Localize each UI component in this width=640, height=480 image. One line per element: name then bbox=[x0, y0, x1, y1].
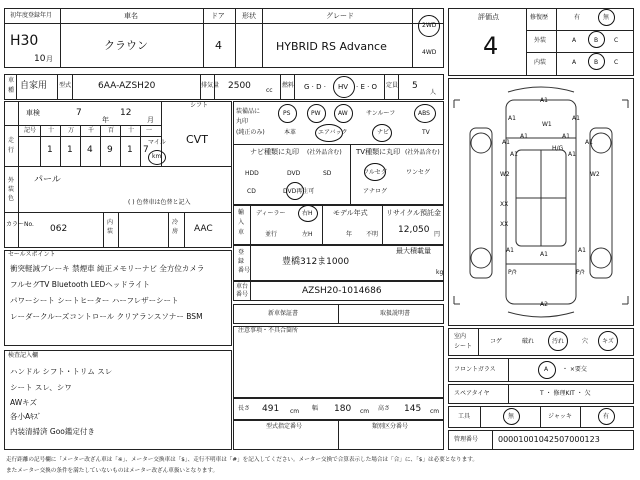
spare-tire-value: T ・ 修理KIT ・ 欠 bbox=[540, 390, 591, 397]
score-label: 評価点 bbox=[478, 13, 499, 21]
use-value: 自家用 bbox=[20, 81, 48, 91]
diagram-mark-pk-2: P/ｷ bbox=[576, 269, 585, 276]
model-label: 車名 bbox=[124, 12, 138, 20]
diagram-mark-xx-1: XX bbox=[500, 201, 509, 208]
tv-analog: アナログ bbox=[363, 188, 388, 195]
displacement-value: 2500 bbox=[228, 81, 251, 91]
equipment-sunroof: サンルーフ bbox=[366, 110, 396, 117]
width-label: 幅 bbox=[312, 405, 319, 412]
mileage-header-4: 百 bbox=[108, 127, 115, 134]
equipment-aw: AW bbox=[338, 110, 348, 117]
mileage-header-5: 十 bbox=[128, 127, 135, 134]
mileage-header-0: 記号 bbox=[24, 127, 37, 134]
management-label: 管理番号 bbox=[454, 436, 479, 443]
exterior-c: C bbox=[614, 37, 619, 44]
first-reg-label: 初年度登録年月 bbox=[10, 12, 53, 19]
mileage-digit-5: 1 bbox=[127, 145, 133, 155]
color-label-3: 色 bbox=[8, 195, 15, 202]
selling-point-3: パワーシート シートヒーター ハーフレザーシート bbox=[10, 296, 179, 305]
front-glass-a: A bbox=[544, 366, 549, 373]
fuel-rest: · E · O bbox=[356, 83, 378, 91]
mileage-label: 走 bbox=[8, 137, 15, 144]
interior-label: 内装 bbox=[534, 59, 547, 66]
inspection-month: 12 bbox=[120, 108, 132, 118]
diagram-mark-a1-rear-l: A1 bbox=[506, 247, 514, 254]
length-unit: cm bbox=[290, 408, 300, 415]
first-reg-month: 10 bbox=[34, 54, 46, 64]
car-diagram bbox=[448, 78, 634, 326]
height-value: 145 bbox=[404, 404, 422, 414]
tv-title: TV種類に丸印 bbox=[356, 148, 401, 156]
jack-value: 有 bbox=[603, 413, 610, 420]
inspector-line-5: 内装清掃済 Goo鑑定付き bbox=[10, 427, 95, 436]
diagram-mark-xx-2: XX bbox=[500, 221, 509, 228]
interior-b: B bbox=[594, 59, 599, 66]
color-label: 外 bbox=[8, 177, 15, 184]
first-reg-year: H30 bbox=[10, 33, 39, 49]
repair-no: 無 bbox=[603, 14, 610, 21]
shape-label: 形状 bbox=[242, 12, 256, 20]
car-left-side bbox=[470, 128, 492, 278]
management-value: 00001001042507000123 bbox=[498, 435, 600, 444]
diagram-mark-7: A1 bbox=[562, 133, 570, 140]
color-note: ( ) 色替車は色替と記入 bbox=[128, 199, 191, 206]
capacity-label: 定員 bbox=[386, 82, 399, 89]
interior-color-label-2: 装 bbox=[107, 228, 114, 235]
diagram-mark-a1-rear: A1 bbox=[540, 251, 548, 258]
plate-label-2: 録 bbox=[238, 258, 245, 265]
diagram-mark-10: A1 bbox=[568, 151, 576, 158]
shift-value: CVT bbox=[186, 133, 208, 146]
inspector-line-2: シート スレ、シワ bbox=[10, 383, 72, 392]
recycle-unit: 円 bbox=[434, 231, 441, 238]
length-value: 491 bbox=[262, 404, 280, 414]
model-year-unknown: 不明 bbox=[366, 231, 379, 238]
cooler-label: 冷 bbox=[172, 219, 179, 226]
front-glass-value: ・ ×要交 bbox=[562, 366, 587, 373]
diagram-mark-pk-1: P/ｷ bbox=[508, 269, 517, 276]
doors-value: 4 bbox=[215, 39, 222, 52]
score-value: 4 bbox=[483, 32, 499, 60]
equipment-label: 装備品に bbox=[236, 108, 261, 115]
inspection-year-unit: 年 bbox=[102, 116, 109, 124]
mileage-header-6: 一 bbox=[146, 127, 153, 134]
import-label-3: 車 bbox=[238, 229, 245, 236]
front-glass-label: フロントガラス bbox=[454, 366, 496, 373]
equipment-tv: TV bbox=[422, 129, 430, 136]
exterior-a: A bbox=[572, 37, 577, 44]
mileage-digit-1: 1 bbox=[47, 145, 53, 155]
mileage-unit-km: km bbox=[152, 153, 162, 160]
selling-point-4: レーダークルーズコントロール クリアランスソナー BSM bbox=[10, 312, 203, 321]
tv-oneseg: ワンセグ bbox=[406, 169, 431, 176]
seat-item-5: キズ bbox=[602, 338, 614, 345]
navi-sd: SD bbox=[323, 170, 332, 177]
plate-label: 登 bbox=[238, 249, 245, 256]
rear-bumper bbox=[508, 312, 574, 317]
diagram-mark-w2-right: W2 bbox=[590, 171, 600, 178]
grade-value: HYBRID RS Advance bbox=[276, 40, 387, 53]
navi-title: ナビ種類に丸印 bbox=[250, 148, 299, 156]
diagram-mark-w2-left: W2 bbox=[500, 171, 510, 178]
drive-4wd: 4WD bbox=[422, 49, 437, 56]
diagram-mark-a1-rear-r: A1 bbox=[578, 247, 586, 254]
plate-label-3: 番号 bbox=[238, 267, 251, 274]
diagram-mark-1: A1 bbox=[540, 97, 548, 104]
wheel-rr bbox=[591, 248, 611, 268]
capacity-unit: 人 bbox=[430, 89, 437, 96]
seat-item-1: コゲ bbox=[490, 338, 503, 345]
displacement-label: 排気量 bbox=[201, 82, 220, 89]
import-right-hand: 右H bbox=[302, 210, 313, 217]
length-label: 長さ bbox=[238, 405, 251, 412]
color-no-value: 062 bbox=[50, 224, 68, 234]
first-reg-month-unit: 月 bbox=[46, 55, 53, 63]
type-label: 型式 bbox=[59, 82, 72, 89]
inspection-year: 7 bbox=[76, 108, 82, 118]
diagram-mark-a2: A2 bbox=[540, 301, 548, 308]
import-label: 輸 bbox=[238, 209, 245, 216]
mileage-digit-4: 9 bbox=[107, 145, 113, 155]
mileage-header-1: 十 bbox=[48, 127, 55, 134]
seat-item-3: 汚れ bbox=[552, 338, 565, 345]
chassis-label: 車台 bbox=[236, 283, 249, 290]
manual-label: 取扱説明書 bbox=[380, 310, 411, 317]
import-parallel: 並行 bbox=[265, 231, 278, 238]
model-year-year: 年 bbox=[346, 231, 353, 238]
diagram-mark-9: A1 bbox=[510, 151, 518, 158]
footer-line-1: 走行距離の記号欄に「メーター改ざん車は「※」、メーター交換車は「$」、走行不明車は「#」を記入してください。メーター交換で合算表示した場合は「合」に、「$」は必要となります。 bbox=[6, 457, 478, 463]
color-value: パール bbox=[34, 175, 61, 185]
interior-seat-label-2: シート bbox=[454, 343, 473, 350]
capacity-value: 5 bbox=[412, 81, 418, 91]
seat-item-4: 穴 bbox=[582, 338, 589, 345]
equipment-leather: 本革 bbox=[284, 129, 297, 136]
displacement-unit: cc bbox=[266, 87, 273, 94]
interior-color-label: 内 bbox=[107, 219, 114, 226]
wheel-rl bbox=[471, 248, 491, 268]
diagram-mark-hg: H/G bbox=[552, 145, 564, 152]
max-load-unit: kg bbox=[436, 269, 444, 276]
shift-label: シフト bbox=[190, 102, 209, 109]
jack-label: ジャッキ bbox=[548, 413, 572, 420]
max-load-label: 最大積載量 bbox=[396, 247, 431, 255]
class-label: 類別区分番号 bbox=[372, 423, 409, 430]
color-no-label: カラーNo. bbox=[6, 221, 34, 228]
width-unit: cm bbox=[360, 408, 370, 415]
wheel-fl bbox=[471, 133, 491, 153]
cooler-label-2: 房 bbox=[172, 228, 179, 235]
fuel-hv: HV bbox=[338, 83, 349, 91]
drive-2wd: 2WD bbox=[422, 22, 437, 29]
notes-label: 注意事項・不具合箇所 bbox=[238, 327, 299, 334]
footer-line-2: またメーター交換の条件を満たしていないものはメーター改ざん車扱いとなります。 bbox=[6, 468, 219, 474]
height-label: 高さ bbox=[378, 405, 391, 412]
mileage-label-2: 行 bbox=[8, 147, 15, 154]
tools-value: 無 bbox=[508, 413, 515, 420]
spare-tire-label: スペアタイヤ bbox=[454, 390, 490, 397]
navi-title-note: (社外品含む) bbox=[307, 149, 342, 156]
diagram-mark-6: A1 bbox=[520, 133, 528, 140]
front-bumper bbox=[508, 87, 574, 92]
doors-label: ドア bbox=[211, 12, 225, 20]
diagram-mark-8: A1 bbox=[585, 139, 593, 146]
repair-yes: 有 bbox=[574, 14, 581, 21]
equipment-abs: ABS bbox=[418, 110, 430, 117]
diagram-mark-5: A1 bbox=[502, 139, 510, 146]
inspection-label: 車検 bbox=[26, 109, 40, 117]
import-left-hand: 左H bbox=[302, 231, 313, 238]
interior-c: C bbox=[614, 59, 619, 66]
seat-item-2: 破れ bbox=[522, 338, 535, 345]
cooler-value: AAC bbox=[194, 224, 213, 234]
navi-dvd-play: DVD再生可 bbox=[283, 188, 315, 195]
repair-label: 修復歴 bbox=[530, 14, 549, 21]
import-dealer: ディーラー bbox=[256, 210, 286, 217]
grade-label: グレード bbox=[326, 12, 354, 20]
type-value: 6AA-AZSH20 bbox=[98, 81, 156, 91]
width-value: 180 bbox=[334, 404, 352, 414]
mileage-header-2: 万 bbox=[68, 127, 75, 134]
interior-a: A bbox=[572, 59, 577, 66]
selling-points-label: セールスポイント bbox=[8, 251, 56, 258]
equipment-note: (純正のみ) bbox=[236, 129, 265, 136]
equipment-airbag: エアバック bbox=[318, 129, 348, 136]
import-label-2: 入 bbox=[238, 219, 245, 226]
color-label-2: 装 bbox=[8, 186, 15, 193]
inspector-report-label: 検査記入欄 bbox=[8, 352, 39, 359]
inspection-month-unit: 月 bbox=[147, 116, 154, 124]
area-label: 車 bbox=[8, 77, 15, 84]
tv-title-note: (社外品含む) bbox=[405, 149, 440, 156]
wheel-fr bbox=[591, 133, 611, 153]
mileage-digit-3: 4 bbox=[87, 145, 93, 155]
plate-value: 豊橋312ま1000 bbox=[282, 257, 350, 267]
recycle-value: 12,050 bbox=[398, 225, 430, 235]
height-unit: cm bbox=[430, 408, 440, 415]
exterior-label: 外装 bbox=[534, 37, 547, 44]
selling-point-1: 衝突軽減ブレーキ 禁煙車 純正メモリーナビ 全方位カメラ bbox=[10, 264, 205, 273]
mileage-digit-2: 1 bbox=[67, 145, 73, 155]
equipment-label-2: 丸印 bbox=[236, 118, 249, 125]
mileage-digit-6: 7 bbox=[143, 145, 149, 155]
interior-seat-label: 室内 bbox=[454, 333, 467, 340]
inspector-line-3: AWキズ bbox=[10, 398, 37, 407]
fuel-options: G · D · bbox=[304, 83, 326, 91]
equipment-pw: PW bbox=[311, 110, 321, 117]
diagram-mark-4: W1 bbox=[542, 121, 552, 128]
tools-label: 工具 bbox=[458, 413, 471, 420]
fuel-label: 燃料 bbox=[282, 82, 295, 89]
model-value: クラウン bbox=[104, 39, 148, 52]
inspector-line-1: ハンドル シフト・トリム スレ bbox=[10, 367, 113, 376]
diagram-mark-3: A1 bbox=[572, 115, 580, 122]
warranty-label: 新車保証書 bbox=[268, 310, 299, 317]
chassis-value: AZSH20-1014686 bbox=[302, 286, 382, 296]
navi-hdd: HDD bbox=[245, 170, 259, 177]
type-cert-label: 型式指定番号 bbox=[266, 423, 303, 430]
inspector-line-4: 各小Aｷｽﾞ bbox=[10, 412, 42, 421]
notes-block bbox=[233, 326, 444, 398]
exterior-b: B bbox=[594, 37, 599, 44]
equipment-ps: PS bbox=[283, 110, 291, 117]
mileage-unit-mile: マイル bbox=[148, 139, 166, 146]
model-year-label: モデル年式 bbox=[333, 209, 368, 217]
diagram-mark-2: A1 bbox=[508, 115, 516, 122]
chassis-label-2: 番号 bbox=[236, 291, 249, 298]
equipment-navi: ナビ bbox=[377, 129, 390, 136]
tv-fullseg: フルセグ bbox=[363, 169, 387, 176]
selling-point-2: フルセグTV Bluetooth LEDヘッドライト bbox=[10, 280, 151, 289]
car-right-side bbox=[590, 128, 612, 278]
recycle-label: リサイクル預託金 bbox=[386, 209, 442, 217]
navi-cd: CD bbox=[247, 188, 256, 195]
navi-dvd: DVD bbox=[287, 170, 301, 177]
mileage-header-3: 千 bbox=[88, 127, 95, 134]
area-label-2: 種 bbox=[8, 87, 15, 94]
